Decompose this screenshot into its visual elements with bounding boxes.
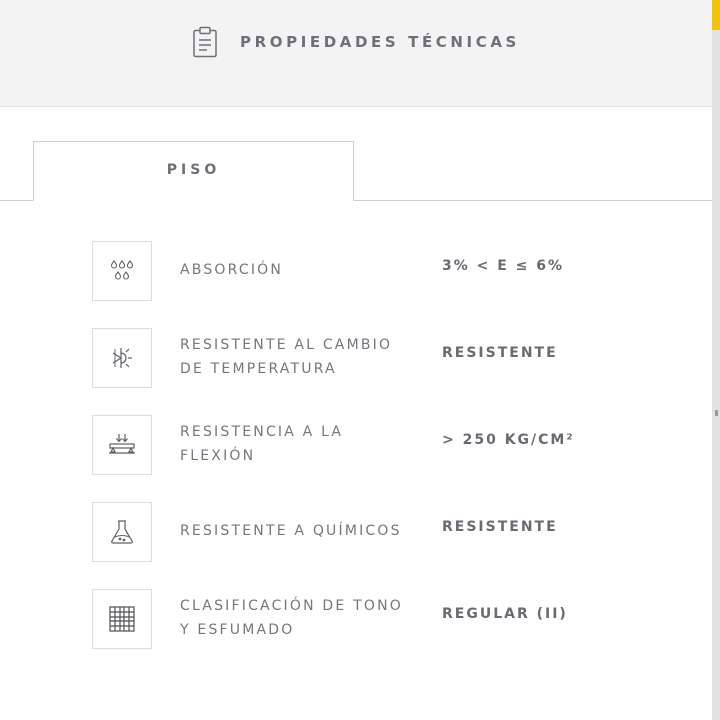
property-label-line1: ABSORCIÓN bbox=[180, 262, 284, 278]
scrollbar[interactable] bbox=[712, 0, 720, 720]
property-row-tono bbox=[92, 589, 692, 651]
scrollbar-mark bbox=[715, 410, 718, 416]
property-value: REGULAR (II) bbox=[442, 606, 568, 622]
header-content bbox=[192, 26, 520, 58]
grid-tile-icon bbox=[92, 589, 152, 649]
scrollbar-accent bbox=[712, 0, 720, 30]
property-label-line2: Y ESFUMADO bbox=[180, 622, 295, 638]
property-label bbox=[180, 594, 403, 642]
property-row-absorcion bbox=[92, 241, 692, 303]
property-value: 3% < E ≤ 6% bbox=[442, 258, 565, 274]
property-label bbox=[180, 420, 343, 468]
property-value: RESISTENTE bbox=[442, 519, 558, 535]
property-label bbox=[180, 333, 392, 381]
property-label-line1: RESISTENTE AL CAMBIO bbox=[180, 337, 393, 353]
water-drops-icon bbox=[92, 241, 152, 301]
chemical-flask-icon bbox=[92, 502, 152, 562]
property-label bbox=[180, 519, 402, 543]
property-label bbox=[180, 258, 283, 282]
property-value: RESISTENTE bbox=[442, 345, 558, 361]
property-label-line1: CLASIFICACIÓN DE TONO bbox=[180, 598, 403, 614]
property-row-flexion bbox=[92, 415, 692, 477]
flexion-press-icon bbox=[92, 415, 152, 475]
property-label-line2: FLEXIÓN bbox=[180, 448, 256, 464]
clipboard-icon bbox=[192, 26, 218, 58]
section-title: PROPIEDADES TÉCNICAS bbox=[240, 33, 520, 51]
property-label-line2: DE TEMPERATURA bbox=[180, 361, 337, 377]
property-label-line1: RESISTENTE A QUÍMICOS bbox=[180, 523, 402, 539]
property-label-line1: RESISTENCIA A LA bbox=[180, 424, 344, 440]
property-row-temperatura bbox=[92, 328, 692, 390]
tab-piso[interactable] bbox=[33, 141, 354, 201]
property-value: > 250 KG/CM² bbox=[442, 432, 575, 448]
tab-label: PISO bbox=[166, 162, 221, 178]
temperature-snow-sun-icon bbox=[92, 328, 152, 388]
property-row-quimicos bbox=[92, 502, 692, 564]
section-header[interactable] bbox=[0, 0, 712, 107]
